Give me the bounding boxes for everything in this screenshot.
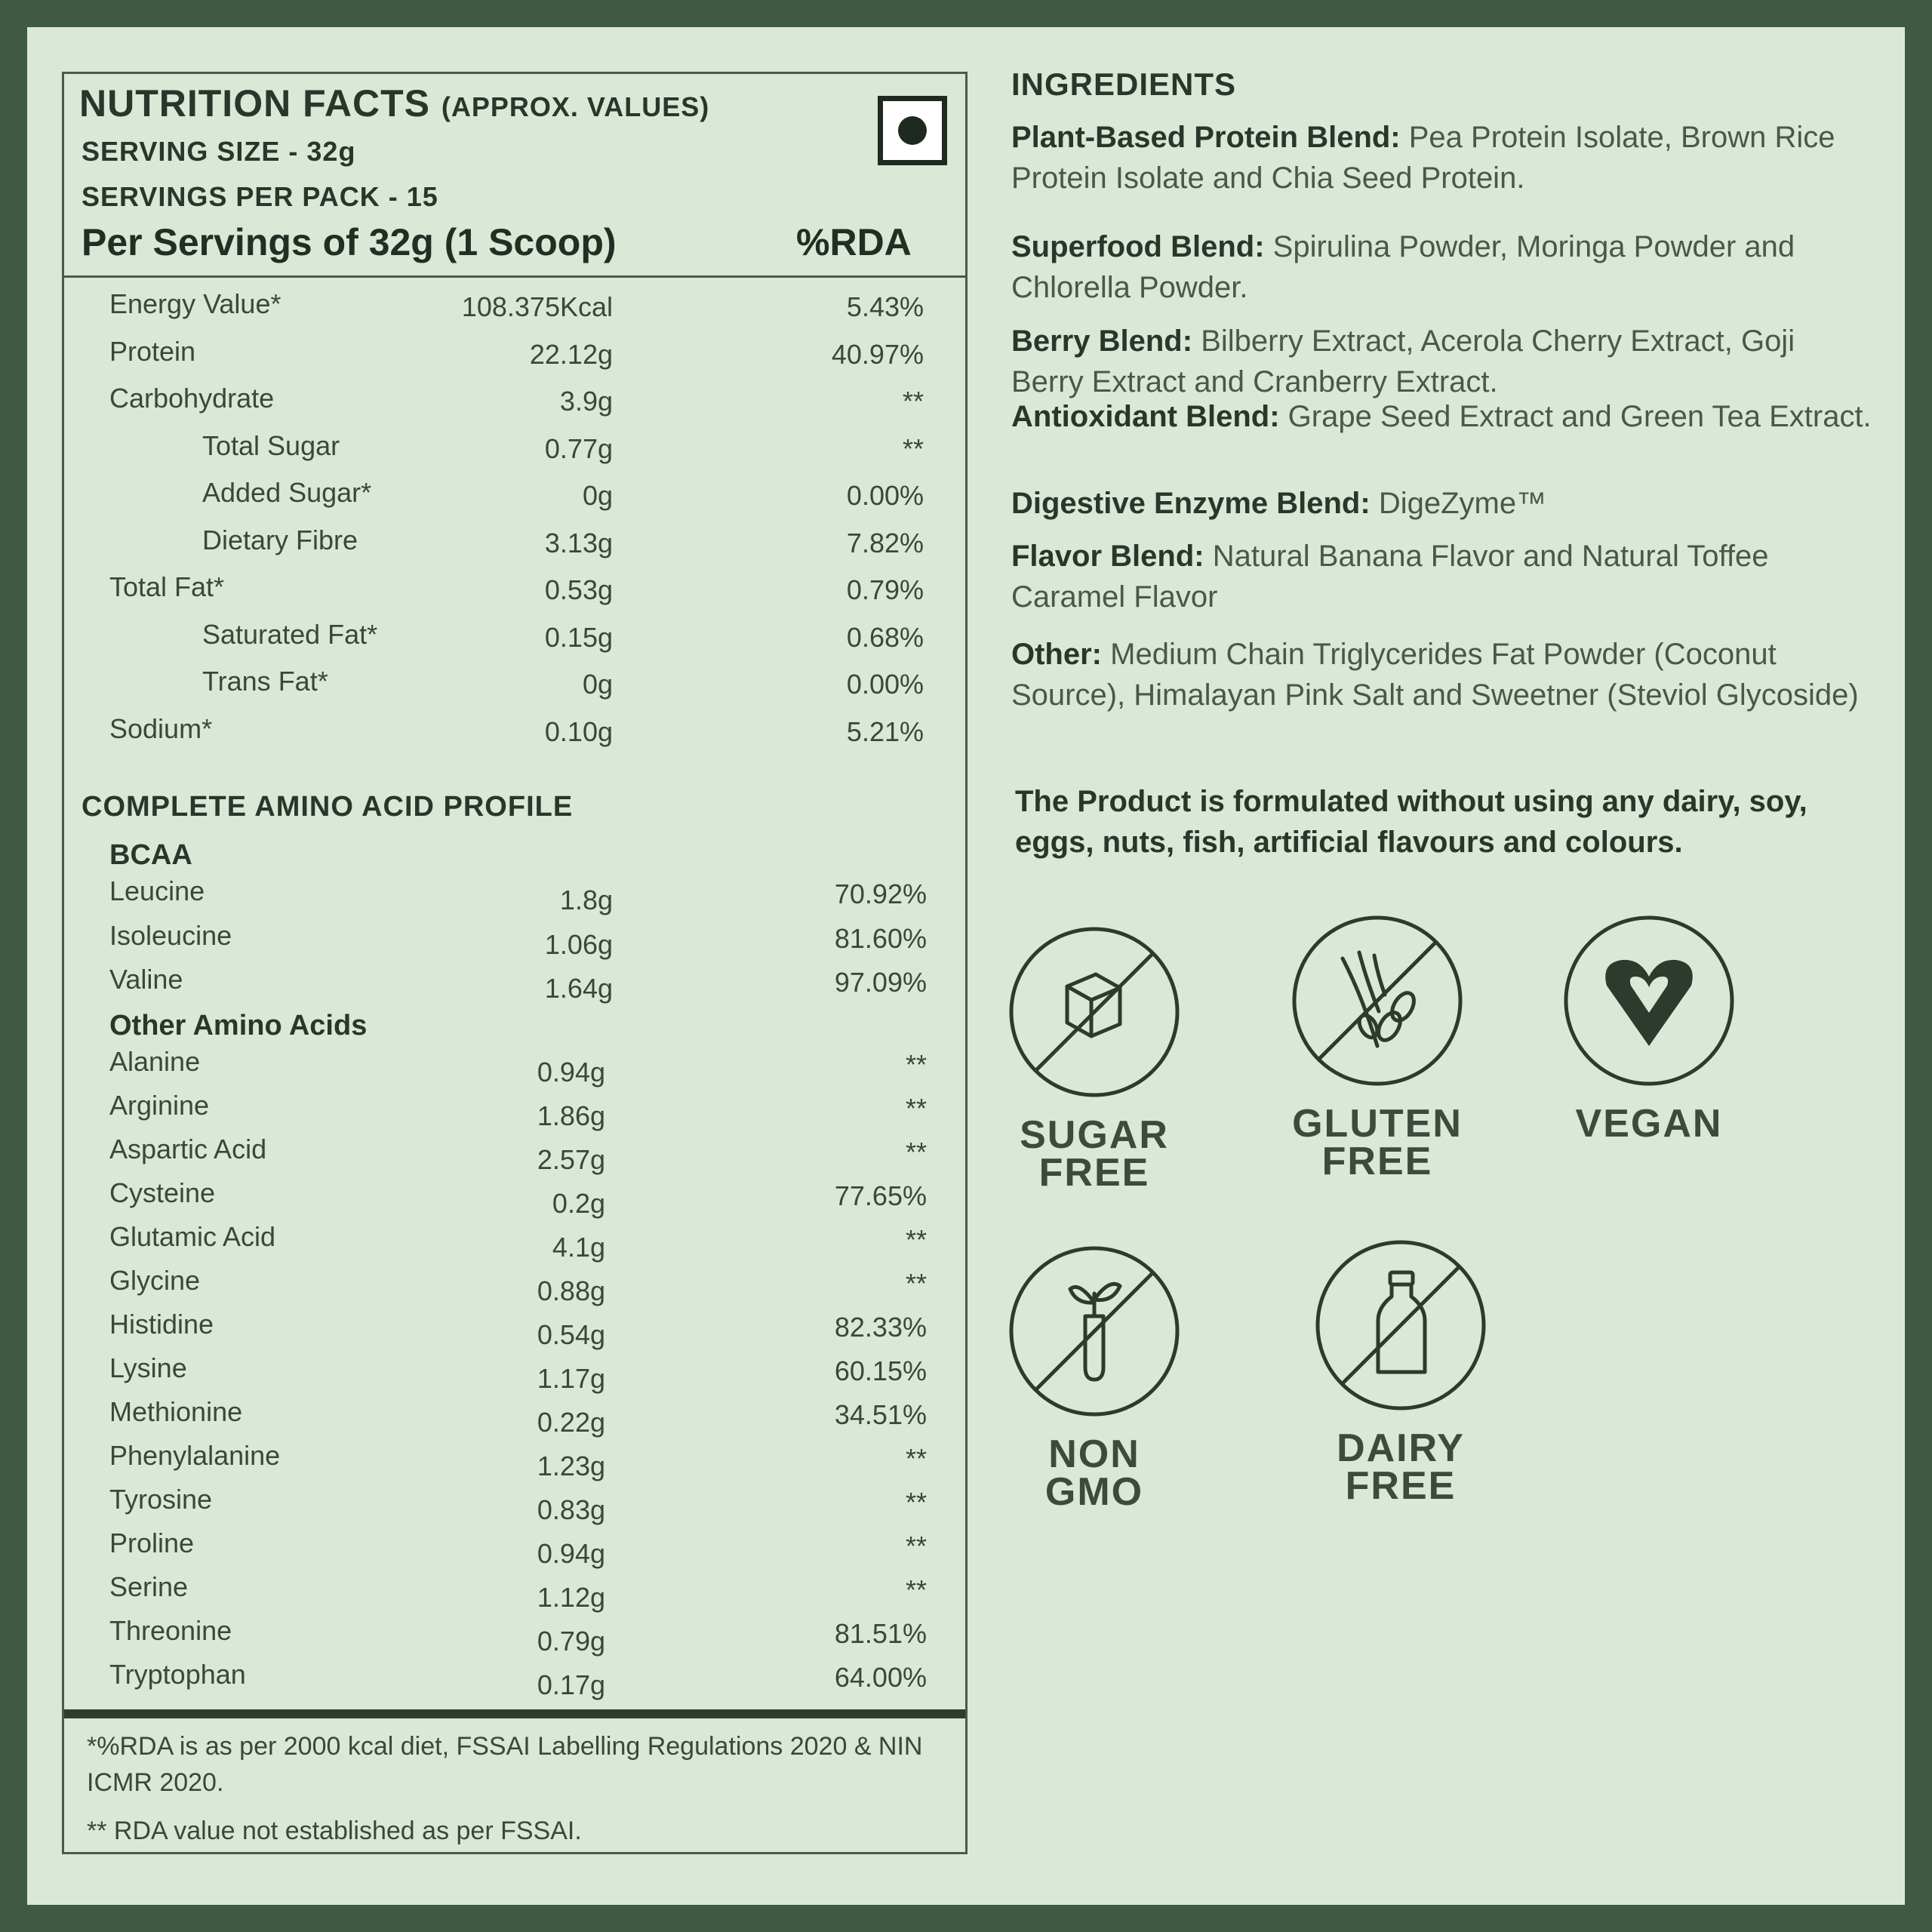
nutrient-amount: 4.1g [552,1232,605,1263]
nutrient-label: Valine [109,964,183,995]
nutrient-amount: 1.06g [544,928,613,960]
nutrient-label: Cysteine [109,1177,216,1208]
footnote-rda: *%RDA is as per 2000 kcal diet, FSSAI Labelling Regulations 2020 & NIN ICMR 2020. [87,1732,923,1797]
nutrient-rda: 81.51% [834,1618,927,1649]
nutrient-label: Lysine [109,1352,187,1383]
vegan-badge [1536,913,1762,1146]
ingredient-name: Digestive Enzyme Blend: [1011,487,1371,520]
nutrient-label: Dietary Fibre [202,524,358,555]
nutrient-label: Aspartic Acid [109,1134,267,1164]
table-row [0,1352,981,1394]
nutrient-label: Tyrosine [109,1484,213,1515]
table-row [0,712,981,747]
nutrient-rda: 0.68% [846,621,924,653]
nutrient-rda: ** [905,1268,927,1299]
nutrient-amount: 3.13g [544,527,613,558]
sugar-free-badge [981,924,1208,1195]
table-row [0,1440,981,1481]
nutrient-amount: 0.54g [537,1319,605,1350]
ingredient-item [1011,117,1872,198]
nutrient-rda: 7.82% [846,527,924,558]
nutrient-amount: 108.375Kcal [461,291,613,322]
nutrient-rda: 0.79% [846,574,924,605]
ingredient-text: Natural Banana Flavor and Natural Toffee Caramel Flavor [1011,540,1769,614]
nutrient-label: Alanine [109,1046,201,1077]
ingredient-name: Berry Blend: [1011,325,1193,358]
table-row [0,1134,981,1175]
nutrient-rda: 77.65% [834,1180,927,1211]
table-row [0,618,981,653]
gluten-free-badge [1264,913,1491,1183]
veg-mark-icon [878,96,947,165]
non-gmo-badge [981,1244,1208,1514]
table-row [0,1571,981,1613]
nutrient-label: Proline [109,1527,195,1558]
nutrient-label: Leucine [109,875,205,906]
nutrient-amount: 0.79g [537,1626,605,1657]
nutrient-rda: 81.60% [834,922,927,954]
nutrient-amount: 1.17g [537,1363,605,1394]
nutrient-amount: 0.2g [552,1188,605,1219]
nutrient-amount: 0.94g [537,1057,605,1088]
table-row [0,1265,981,1306]
table-row [0,571,981,605]
nutrient-amount: 0g [582,669,613,700]
table-row [0,1659,981,1700]
nutrient-rda: ** [905,1093,927,1124]
rda-heading: %RDA [796,221,912,263]
nutrient-rda: ** [905,1487,927,1518]
nutrient-amount: 3.9g [559,386,613,417]
nutrient-label: Total Fat* [109,571,225,602]
nutrient-rda: 34.51% [834,1399,927,1430]
ingredient-item [1011,634,1872,715]
nutrient-label: Sodium* [109,712,213,744]
table-row [0,524,981,558]
nutrient-amount: 0.77g [544,432,613,464]
nutrient-rda: 5.21% [846,715,924,747]
table-row [0,335,981,370]
ingredient-name: Superfood Blend: [1011,230,1265,263]
nutrient-label: Carbohydrate [109,383,275,414]
ingredient-item [1011,226,1872,308]
nutrient-amount: 0.22g [537,1407,605,1438]
ingredient-text: DigeZyme™ [1378,487,1547,520]
nutrient-label: Added Sugar* [202,477,372,508]
table-row [0,919,981,960]
ingredient-text: Spirulina Powder, Moringa Powder and Chlorella Powder. [1011,230,1795,304]
table-row [0,1309,981,1350]
thick-divider [64,1709,965,1718]
table-row [0,1615,981,1657]
nutrient-label: Histidine [109,1309,214,1340]
dairy-free-label: DAIRY FREE [1337,1426,1465,1508]
ingredients-title: INGREDIENTS [1011,66,1237,102]
nutrient-amount: 0.88g [537,1275,605,1306]
per-serving-heading: Per Servings of 32g (1 Scoop) [82,221,617,263]
table-row [0,477,981,511]
seedling-tube-icon [1007,1244,1182,1419]
nutrient-rda: ** [902,386,924,417]
nutrient-rda: 40.97% [831,338,924,370]
vegan-label: VEGAN [1575,1102,1723,1146]
nutrient-amount: 0.17g [537,1669,605,1700]
nutrient-amount: 0.10g [544,715,613,747]
nutrient-amount: 0.94g [537,1538,605,1569]
nutrient-label: Glutamic Acid [109,1221,276,1252]
nutrient-label: Saturated Fat* [202,618,378,650]
nutrient-amount: 2.57g [537,1144,605,1175]
table-row [0,383,981,417]
nutrient-rda: ** [905,1443,927,1474]
table-row [0,429,981,464]
ingredient-text: Bilberry Extract, Acerola Cherry Extract, Goji Berry Extract and Cranberry Extract. [1011,325,1795,398]
ingredient-text: Pea Protein Isolate, Brown Rice Protein Isolate and Chia Seed Protein. [1011,121,1835,195]
nutrient-label: Phenylalanine [109,1440,281,1471]
bcaa-title: BCAA [109,839,192,871]
nutrient-rda: 60.15% [834,1355,927,1386]
table-row [0,288,981,322]
nutrient-label: Glycine [109,1265,201,1296]
ingredient-text: Grape Seed Extract and Green Tea Extract. [1287,400,1872,433]
nutrient-amount: 0.83g [537,1494,605,1525]
dairy-free-badge [1287,1238,1514,1508]
amino-title: COMPLETE AMINO ACID PROFILE [82,791,574,823]
nutrient-label: Methionine [109,1396,243,1427]
table-row [0,666,981,700]
serving-size: SERVING SIZE - 32g [82,136,356,167]
nutrient-label: Arginine [109,1090,210,1121]
nutrient-label: Threonine [109,1615,232,1646]
nutrient-rda: 82.33% [834,1312,927,1343]
nutrient-amount: 1.64g [544,973,613,1004]
nutrient-rda: 5.43% [846,291,924,322]
nutrient-amount: 1.23g [537,1451,605,1481]
table-row [0,1090,981,1131]
nutrient-amount: 0g [582,480,613,511]
table-row [0,1484,981,1525]
nutrient-label: Energy Value* [109,288,281,319]
nutrient-rda: 64.00% [834,1662,927,1693]
nutrient-label: Protein [109,335,196,367]
table-row [0,1046,981,1088]
ingredient-item [1011,321,1872,402]
nutrient-label: Total Sugar [202,429,340,461]
nutrient-rda: ** [905,1224,927,1255]
table-row [0,1396,981,1438]
nutrient-rda: ** [905,1049,927,1080]
vegan-heart-icon [1561,913,1737,1088]
nutrient-rda: ** [902,432,924,464]
nutrient-amount: 22.12g [529,338,613,370]
nutrient-label: Tryptophan [109,1659,246,1690]
gluten-free-label: GLUTEN FREE [1292,1102,1463,1183]
footnote-established: ** RDA value not established as per FSSAI. [87,1817,582,1845]
table-row [0,1221,981,1263]
ingredient-name: Flavor Blend: [1011,540,1204,573]
nutrient-rda: 97.09% [834,967,927,998]
nutrient-rda: 0.00% [846,669,924,700]
ingredient-name: Plant-Based Protein Blend: [1011,121,1401,154]
nutrient-amount: 1.12g [537,1582,605,1613]
nutrient-amount: 1.8g [559,884,613,915]
sugar-cube-icon [1007,924,1182,1100]
ingredient-text: Medium Chain Triglycerides Fat Powder (Coconut Source), Himalayan Pink Salt and Sweetner (Steviol Glycoside) [1011,638,1859,712]
nutrient-rda: ** [905,1531,927,1561]
wheat-icon [1290,913,1465,1088]
nutrient-rda: 0.00% [846,480,924,511]
nutrient-amount: 0.15g [544,621,613,653]
nutrient-label: Isoleucine [109,919,232,951]
sugar-free-label: SUGAR FREE [1020,1113,1169,1195]
nutrient-rda: ** [905,1574,927,1605]
ingredient-item [1011,396,1872,437]
ingredient-name: Antioxidant Blend: [1011,400,1280,433]
servings-per-pack: SERVINGS PER PACK - 15 [82,181,438,212]
table-row [0,964,981,1004]
non-gmo-label: NON GMO [1044,1432,1144,1514]
table-row [0,1527,981,1569]
divider [64,275,965,278]
other-amino-title: Other Amino Acids [109,1010,368,1041]
nutrient-rda: 70.92% [834,878,927,909]
nutrient-label: Trans Fat* [202,666,328,697]
ingredient-item [1011,483,1872,524]
nutrition-title-note: (APPROX. VALUES) [441,91,710,122]
table-row [0,1177,981,1219]
free-from-statement: The Product is formulated without using any dairy, soy, eggs, nuts, fish, artificial flavours and colours. [1015,785,1807,859]
nutrient-amount: 1.86g [537,1100,605,1131]
nutrition-title: NUTRITION FACTS (APPROX. VALUES) [79,82,710,125]
nutrient-label: Serine [109,1571,189,1602]
nutrient-amount: 0.53g [544,574,613,605]
ingredient-item [1011,536,1872,617]
table-row [0,875,981,915]
ingredient-name: Other: [1011,638,1102,671]
milk-bottle-icon [1313,1238,1488,1413]
nutrient-rda: ** [905,1137,927,1168]
